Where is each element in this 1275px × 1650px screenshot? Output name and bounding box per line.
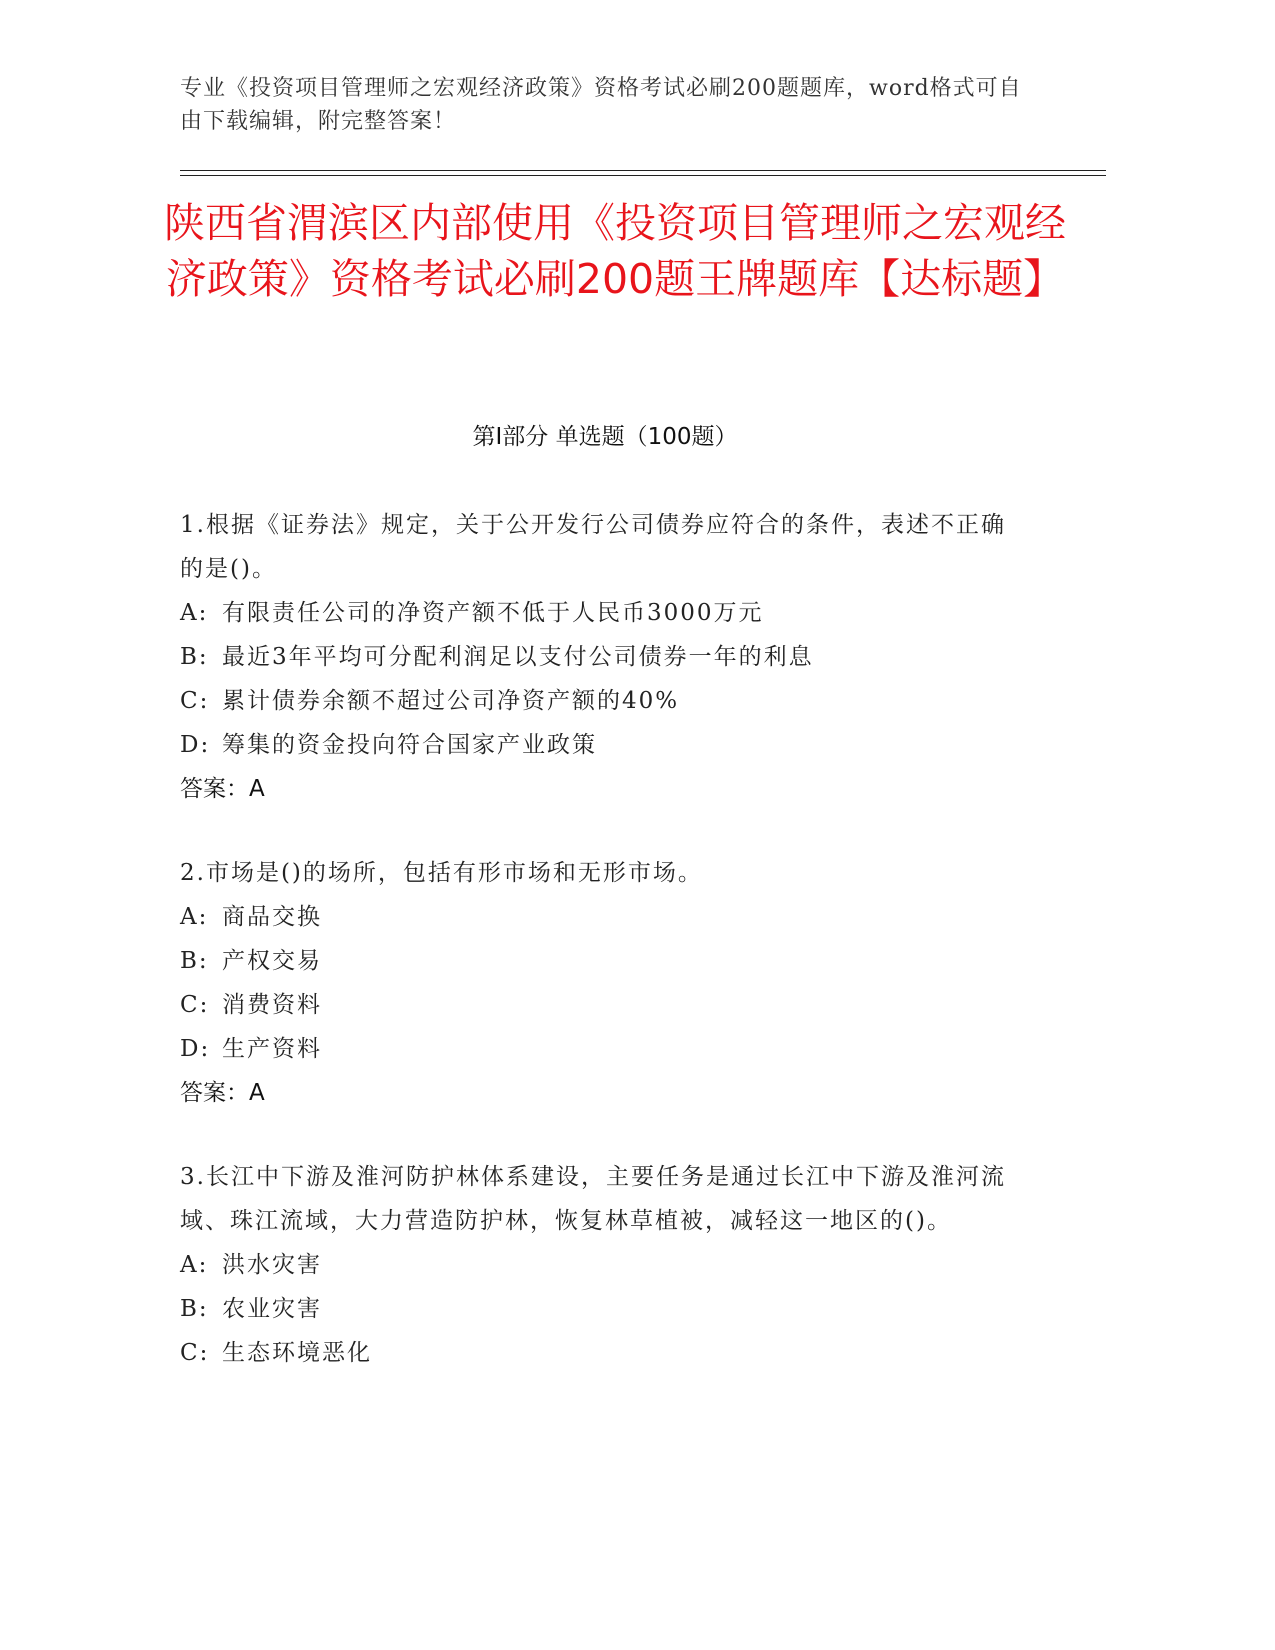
question-stem: 1.根据《证券法》规定，关于公开发行公司债券应符合的条件，表述不正确的是()。 [180,512,1006,582]
option-b [180,1287,1030,1331]
option-key: D: [180,1036,211,1062]
option-b [180,635,1030,679]
option-c [180,1331,1030,1375]
option-text: 消费资料 [222,992,322,1018]
option-text: 累计债券余额不超过公司净资产额的40% [222,688,680,714]
option-text: 最近3年平均可分配利润足以支付公司债券一年的利息 [222,644,814,670]
option-key: D: [180,732,211,758]
option-key: B: [180,948,209,974]
option-d [180,1027,1030,1071]
option-a [180,591,1030,635]
option-key: A: [180,1252,209,1278]
option-text: 商品交换 [222,904,322,930]
option-key: C: [180,992,210,1018]
option-a [180,1243,1030,1287]
answer: 答案：A [180,1080,265,1106]
option-text: 洪水灾害 [222,1252,322,1278]
option-b [180,939,1030,983]
option-key: C: [180,1340,210,1366]
option-text: 生态环境恶化 [222,1340,372,1366]
option-text: 有限责任公司的净资产额不低于人民币3000万元 [222,600,764,626]
option-key: C: [180,688,210,714]
option-c [180,983,1030,1027]
question-2 [180,851,1030,1115]
question-stem: 2.市场是()的场所，包括有形市场和无形市场。 [180,860,703,886]
question-3 [180,1155,1030,1375]
option-key: A: [180,904,209,930]
answer: 答案：A [180,776,265,802]
option-text: 产权交易 [222,948,322,974]
header-rule-top [180,170,1106,171]
document-title: 陕西省渭滨区内部使用《投资项目管理师之宏观经济政策》资格考试必刷200题王牌题库【达标题】 [164,199,1066,303]
question-stem: 3.长江中下游及淮河防护林体系建设，主要任务是通过长江中下游及淮河流域、珠江流域，大力营造防护林，恢复林草植被，减轻这一地区的()。 [180,1164,1006,1234]
option-text: 生产资料 [222,1036,322,1062]
section-title: 第I部分 单选题（100题） [472,424,738,450]
option-key: B: [180,644,209,670]
header-note: 专业《投资项目管理师之宏观经济政策》资格考试必刷200题题库，word格式可自由下载编辑，附完整答案！ [180,76,1022,134]
option-d [180,723,1030,767]
question-1 [180,503,1030,811]
option-a [180,895,1030,939]
option-c [180,679,1030,723]
option-key: A: [180,600,209,626]
option-text: 筹集的资金投向符合国家产业政策 [222,732,597,758]
option-key: B: [180,1296,209,1322]
option-text: 农业灾害 [222,1296,322,1322]
header-rule-bottom [180,175,1106,176]
